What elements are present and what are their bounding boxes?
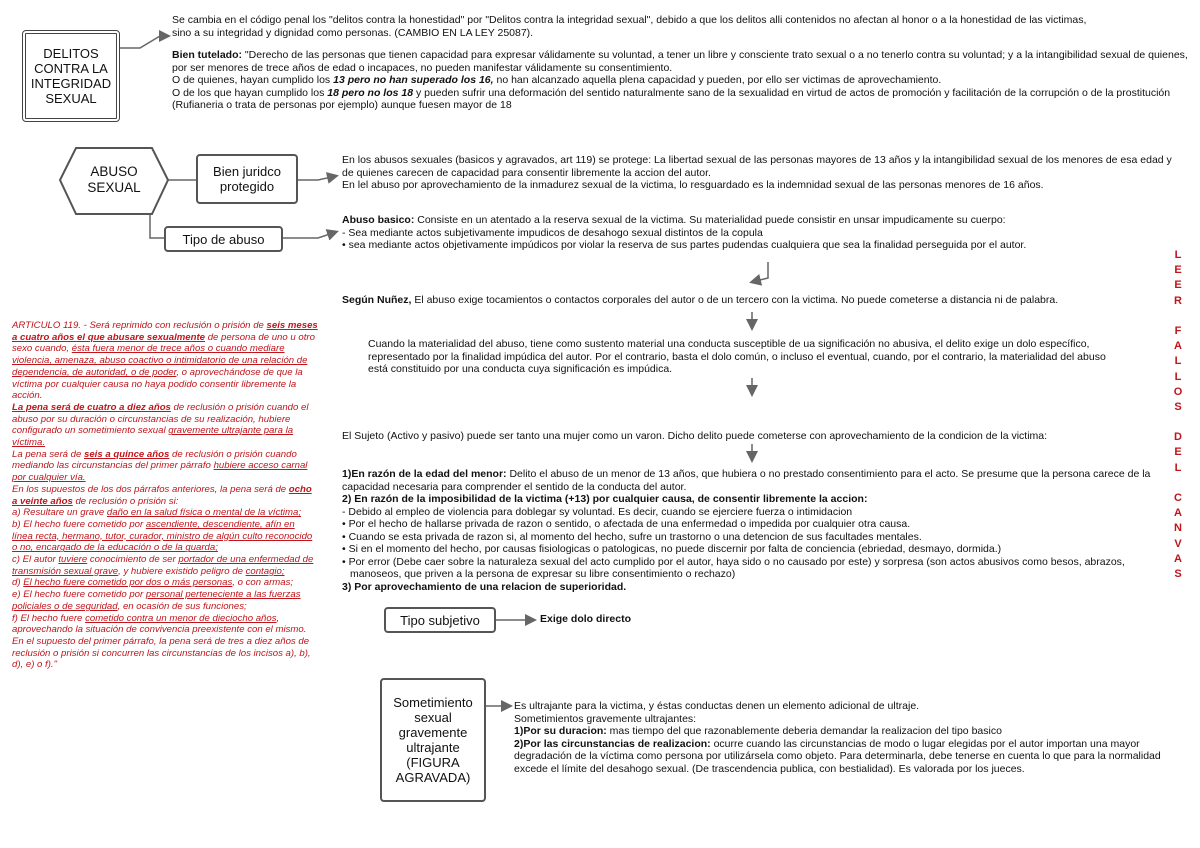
bien-tutelado-text: "Derecho de las personas que tienen capacidad para expresar válidamente su voluntad, a tener un libre y consciente trato sexual o a no tenerlo contra su voluntad; y a la intangibilidad sexual de quienes, por ser menores de trece años de edad o incapaces, no pueden manifestar válidamente su consentimiento. <box>172 49 1188 74</box>
tipo-text-p <box>342 214 1162 227</box>
bien-tutelado-paragraph <box>172 49 1190 74</box>
som-l2: Sometimientos gravemente ultrajantes: <box>514 712 697 725</box>
leer-fallos-vertical <box>1170 248 1186 582</box>
top-line-2: sino a su integridad y dignidad como personas. (CAMBIO EN LA LEY 25087). <box>172 26 534 39</box>
nunez-text <box>342 294 1162 307</box>
vertical-letter: S <box>1174 567 1182 580</box>
vertical-letter: L <box>1174 461 1182 474</box>
art-p10: f) El hecho fuere cometido contra un menor de dieciocho años, aprovechando la situación de convivencia preexistente con el mismo. <box>12 612 307 636</box>
top-o2c: y pueden sufrir una deformación del sentido naturalmente sano de la sexualidad en virtud de actos de promoción y facilitación de la corrupción o de la prostitución (Rufianeria o trata de personas por ejemplo) aunque fuesen mayor de 18 <box>172 86 1171 111</box>
vertical-letter: N <box>1174 522 1182 535</box>
delitos-label: DELITOS CONTRA LA INTEGRIDAD SEXUAL <box>30 46 112 106</box>
vertical-letter <box>1170 309 1186 324</box>
c2-b2: • Por el hecho de hallarse privada de razon o sentido, o afectada de una enfermedad o impedida por cualquier otra causa. <box>342 518 911 530</box>
vertical-letter: A <box>1174 340 1182 353</box>
abuso-label: ABUSO SEXUAL <box>87 164 141 195</box>
vertical-letter: O <box>1173 385 1183 398</box>
c2-label: 2) En razón de la imposibilidad de la victima (+13) por cualquier causa, de consentir libremente la accion: <box>342 493 868 505</box>
top-o2a: O de los que hayan cumplido los <box>172 86 328 99</box>
vertical-letter: E <box>1174 279 1182 292</box>
art-p1: ARTICULO 119. - Será reprimido con reclusión o prisión de seis meses a cuatro años el que abusare sexualmente de persona de uno u otro sexo cuando, ésta fuera menor de trece años o cuando mediare violencia, amenaza, abuso coactivo o intimidatorio de una relación de dependencia, de autoridad, o de poder, o aprovechándose de que la víctima por cualquier causa no haya podido consentir libremente la acción. <box>12 320 318 402</box>
c2-b1: - Debido al empleo de violencia para doblegar sy voluntad. Es decir, cuando se ejerciere fuerza o intimidacion <box>342 505 853 518</box>
vertical-letter: V <box>1174 537 1182 550</box>
tipo-subjetivo-label: Tipo subjetivo <box>400 612 480 628</box>
som-l3-label: 1)Por su duracion: <box>514 725 607 737</box>
bien-label: Bien juridco protegido <box>213 164 281 194</box>
tipo-text <box>342 214 1162 252</box>
c1-text: Delito el abuso de un menor de 13 años, que hubiera o no prestado consentimiento para el acto. Se presume que la persona carece de la capacidad necesaria para comprender el sentido de la conducta del autor. <box>342 468 1151 493</box>
c3-label: 3) Por aprovechamiento de una relacion de superioridad. <box>342 580 627 593</box>
c1 <box>342 468 1168 493</box>
vertical-letter: D <box>1174 431 1182 444</box>
art-p7: c) El autor tuviere conocimiento de ser portador de una enfermedad de transmisión sexual grave, y hubiere existido peligro de contagio; <box>12 554 314 577</box>
som-l4-text: ocurre cuando las circunstancias de modo o lugar elegidas por el autor importan una mayor degradación de la víctima como persona por utilizársela como objeto. Para determinarla, debe tenerse en cuenta lo que para la normalidad excede el límite del desahogo sexual. (De trascendencia publica, con bestialidad). Es valorada por los jueces. <box>514 737 1161 775</box>
vertical-letter <box>1170 415 1186 430</box>
som-l1: Es ultrajante para la victima, y éstas conductas denen un elemento adicional de ultraje. <box>514 700 920 712</box>
som-l3 <box>514 725 1164 738</box>
vertical-letter: E <box>1174 446 1182 459</box>
sometimiento-text <box>514 700 1164 775</box>
c2-b5: • Por error (Debe caer sobre la naturaleza sexual del acto cumplido por el autor, haya sido o no causado por este) y sorpresa (son actos abusivos como besos, abrazos, manoseos, que priven a la persona de expresar su libre consentimiento o rechazo) <box>342 555 1125 580</box>
art-p3: La pena será de seis a quince años de reclusión o prisión cuando mediando las circunstancias del primer párrafo hubiere acceso carnal por cualquier vía. <box>12 448 308 484</box>
tipo-b1: - Sea mediante actos subjetivamente impudicos de desahogo sexual distintos de la copula <box>342 226 763 239</box>
c2 <box>342 493 1168 506</box>
top-o1a: O de quienes, hayan cumplido los <box>172 74 334 86</box>
art-p8: d) El hecho fuere cometido por dos o más personas, o con armas; <box>12 577 294 589</box>
vertical-letter: L <box>1174 249 1182 261</box>
top-o1 <box>172 74 1190 87</box>
art-p9: e) El hecho fuere cometido por personal perteneciente a las fuerzas policiales o de seguridad, en ocasión de sus funciones; <box>12 589 301 612</box>
top-o2b: 18 pero no los 18 <box>327 86 414 99</box>
som-l3-text: mas tiempo del que razonablemente deberia demandar la realizacion del tipo basico <box>606 725 1002 737</box>
vertical-letter: L <box>1174 355 1182 368</box>
materialidad-text <box>368 338 1128 376</box>
abuso-basico-text: Consiste en un atentado a la reserva sexual de la victima. Su materialidad puede consistir en unsar impudicamente su cuerpo: <box>414 214 1006 226</box>
tipo-subjetivo-box <box>384 607 496 633</box>
c2-b3: • Cuando se esta privada de razon si, al momento del hecho, sufre un trastorno o una detencion de sus facultades mentales. <box>342 530 922 543</box>
vertical-letter: F <box>1174 324 1182 337</box>
bien-text-p1: En los abusos sexuales (basicos y agravados, art 119) se protege: La libertad sexual de las personas mayores de 13 años y la intangibilidad sexual de los menores de esa edad y de quienes carecen de capacidad para consentir libremente la accion del autor. <box>342 154 1172 179</box>
condiciones-text <box>342 468 1168 593</box>
vertical-letter: C <box>1174 492 1182 504</box>
art-p6: b) El hecho fuere cometido por ascendiente, descendiente, afín en línea recta, hermano, tutor, curador, ministro de algún culto reconocido o no, encargado de la educación o de la guarda; <box>12 518 313 554</box>
art-p11: En el supuesto del primer párrafo, la pena será de tres a diez años de reclusión o prisión si concurren las circunstancias de los incisos a), b), d), e) o f)." <box>12 635 311 671</box>
vertical-letter: A <box>1174 552 1182 565</box>
tipo-abuso-box <box>164 226 283 252</box>
top-text <box>172 14 1190 112</box>
top-o1b: 13 pero no han superado los 16, <box>333 74 494 86</box>
bien-text <box>342 154 1182 192</box>
nunez-body: El abuso exige tocamientos o contactos corporales del autor o de un tercero con la victima. No puede cometerse a distancia ni de palabra. <box>411 294 1059 306</box>
top-o2 <box>172 87 1190 112</box>
sometimiento-label: Sometimiento sexual gravemente ultrajante (FIGURA AGRAVADA) <box>393 695 473 785</box>
tipo-abuso-label: Tipo de abuso <box>182 231 265 247</box>
sometimiento-box <box>380 678 486 802</box>
art-p5: a) Resultare un grave daño en la salud física o mental de la víctima; <box>12 507 302 519</box>
subjetivo-body: Exige dolo directo <box>540 613 632 625</box>
art-p2: La pena será de cuatro a diez años de reclusión o prisión cuando el abuso por su duración o circunstancias de su realización, hubiere configurado un sometimiento sexual gravemente ultrajante para la víctima. <box>12 401 309 449</box>
articulo-119 <box>12 320 318 671</box>
abuso-basico-label: Abuso basico: <box>342 214 415 226</box>
vertical-letter: R <box>1174 294 1182 307</box>
sujeto-text <box>342 430 1162 443</box>
vertical-letter: E <box>1174 264 1182 277</box>
materialidad-body: Cuando la materialidad del abuso, tiene como sustento material una conducta susceptible de ua significación no abusiva, el delito exige un dolo específico, representado por la finalidad impúdica del autor. Por el contrario, basta el dolo común, o incluso el eventual, cuando, por el contrario, la materialidad del abuso está constituido por una conducta cuya significación es impúdica. <box>368 338 1106 375</box>
vertical-letter: L <box>1174 370 1182 383</box>
som-l4 <box>514 738 1164 776</box>
bien-tutelado-label: Bien tutelado: <box>172 49 242 61</box>
sujeto-body: El Sujeto (Activo y pasivo) puede ser tanto una mujer como un varon. Dicho delito puede cometerse con aprovechamiento de la condicion de la victima: <box>342 430 1048 442</box>
subjetivo-text <box>540 613 740 626</box>
top-o1c: no han alcanzado aquella plena capacidad y pueden, por ello ser victimas de aprovechamiento. <box>493 74 942 86</box>
nunez-label: Según Nuñez, <box>342 294 412 306</box>
top-line-1: Se cambia en el código penal los "delitos contra la honestidad" por "Delitos contra la integridad sexual", debido a que los delitos alli contenidos no afectan al honor o a la honestidad de las victimas, <box>172 14 1087 26</box>
c1-label: 1)En razón de la edad del menor: <box>342 468 507 480</box>
vertical-letter: A <box>1174 507 1182 520</box>
tipo-b2: • sea mediante actos objetivamente impúdicos por violar la reserva de sus partes pudendas cualquiera que sea la finalidad perseguida por el autor. <box>342 239 1027 251</box>
c2-b4: • Si en el momento del hecho, por causas fisiologicas o patologicas, no puede discernir por falta de conciencia (ebriedad, desmayo, dormida.) <box>342 543 1002 555</box>
bien-box <box>196 154 298 204</box>
bien-text-p2: En lel abuso por aprovechamiento de la inmadurez sexual de la victima, lo resguardado es la indemnidad sexual de las personas menores de 16 años. <box>342 179 1044 191</box>
som-l4-label: 2)Por las circunstancias de realizacion: <box>514 737 711 750</box>
vertical-letter: S <box>1174 400 1182 413</box>
vertical-letter <box>1170 476 1186 491</box>
art-p4: En los supuestos de los dos párrafos anteriores, la pena será de ocho a veinte años de reclusión o prisión si: <box>12 483 312 507</box>
